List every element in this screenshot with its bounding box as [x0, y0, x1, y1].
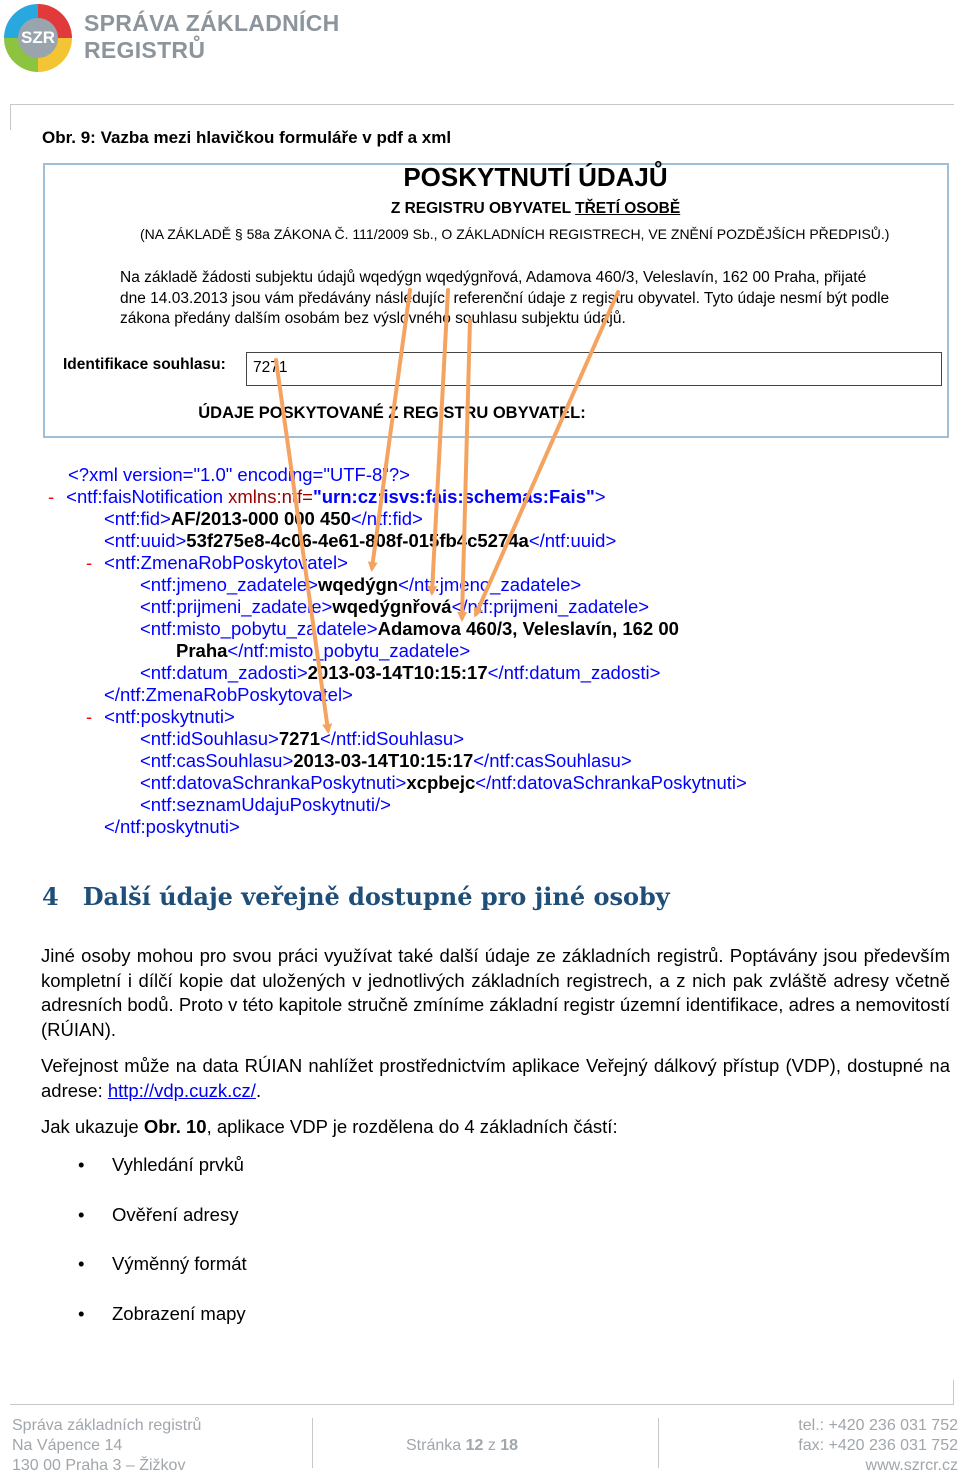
- xml-misto-cont: Praha</ntf:misto_pobytu_zadatele>: [176, 640, 471, 661]
- paragraph-2: [41, 1054, 950, 1103]
- page-number: Stránka 12 z 18: [406, 1437, 519, 1454]
- org-name-line1: SPRÁVA ZÁKLADNÍCH: [84, 10, 340, 36]
- xml-seznam: <ntf:seznamUdajuPoskytnuti/>: [140, 794, 391, 815]
- footer-city: 130 00 Praha 3 – Žižkov: [12, 1457, 186, 1474]
- xml-zmena-open: - <ntf:ZmenaRobPoskytovatel>: [86, 552, 348, 573]
- org-name-line2: REGISTRŮ: [84, 37, 206, 63]
- footer-separator: [312, 1418, 313, 1468]
- figure-caption: Obr. 9: Vazba mezi hlavičkou formuláře v pdf a xml: [42, 128, 452, 147]
- xml-fid: <ntf:fid>AF/2013-000 000 450</ntf:fid>: [104, 508, 423, 529]
- form-title: POSKYTNUTÍ ÚDAJŮ: [403, 162, 668, 192]
- section-title: Další údaje veřejně dostupné pro jiné osoby: [82, 882, 670, 911]
- xml-cassouhlasu: <ntf:casSouhlasu>2013-03-14T10:15:17</ntf:casSouhlasu>: [140, 750, 632, 771]
- xml-datovaschranka: <ntf:datovaSchrankaPoskytnuti>xcpbejc</ntf:datovaSchrankaPoskytnuti>: [140, 772, 747, 793]
- bullet-dot: •: [78, 1154, 85, 1175]
- paragraph-3: [41, 1115, 950, 1140]
- paragraph-1: Jiné osoby mohou pro svou práci využívat také další údaje ze základních registrů. Poptávány jsou především kompletní i dílčí kopie dat uložených v jednotlivých základních registrech, a z nich pak zvláště adresy včetně adresních bodů. Proto v této kapitole stručně zmíníme základní registr územní identifikace, adres a nemovitostí (RÚIAN).: [41, 945, 951, 1040]
- form-paragraph: Na základě žádosti subjektu údajů wqedýgn wqedýgnřová, Adamova 460/3, Veleslavín, 162 00 Praha, přijaté dne 14.03.2013 jsou vám předávány následující referenční údaje z registru obyvatel. Tyto údaje nesmí být podle zákona předány dalším osobám bez výslovného souhlasu subjektu údajů.: [120, 269, 890, 327]
- xml-zmena-close: </ntf:ZmenaRobPoskytovatel>: [104, 684, 353, 705]
- section-number: 4: [42, 882, 59, 911]
- form-subtitle-prefix: Z REGISTRU OBYVATEL: [390, 200, 576, 217]
- form-section-heading: ÚDAJE POSKYTOVANÉ Z REGISTRU OBYVATEL:: [198, 404, 586, 422]
- list-item: Zobrazení mapy: [112, 1303, 246, 1324]
- footer-tel: tel.: +420 236 031 752: [798, 1417, 958, 1434]
- xml-datum: <ntf:datum_zadosti>2013-03-14T10:15:17</ntf:datum_zadosti>: [140, 662, 661, 683]
- xml-declaration: <?xml version="1.0" encoding="UTF-8"?>: [68, 464, 410, 485]
- footer-rule-tick: [953, 1380, 954, 1405]
- footer-rule: [10, 1404, 954, 1405]
- footer-contact: [700, 1416, 958, 1476]
- xml-misto: <ntf:misto_pobytu_zadatele>Adamova 460/3, Veleslavín, 162 00: [140, 618, 679, 639]
- vdp-link[interactable]: http://vdp.cuzk.cz/: [107, 1079, 256, 1101]
- xml-poskytnuti-open: - <ntf:poskytnuti>: [86, 706, 235, 727]
- bullet-dot: •: [78, 1253, 85, 1274]
- footer-fax: fax: +420 236 031 752: [798, 1437, 958, 1454]
- footer-street: Na Vápence 14: [12, 1437, 123, 1454]
- consent-field: 7271: [246, 352, 942, 386]
- section-heading: [42, 882, 670, 911]
- footer-web: www.szrcr.cz: [865, 1457, 958, 1474]
- xml-jmeno: <ntf:jmeno_zadatele>wqedýgn</ntf:jmeno_zadatele>: [140, 574, 582, 595]
- footer-separator: [658, 1418, 659, 1468]
- bullet-dot: •: [78, 1204, 85, 1225]
- list-item: Výměnný formát: [112, 1253, 247, 1274]
- form-subtitle-underlined: TŘETÍ OSOBĚ: [575, 200, 681, 217]
- xml-prijmeni: <ntf:prijmeni_zadatele>wqedýgnřová</ntf:prijmeni_zadatele>: [140, 596, 650, 617]
- organization-name: [84, 10, 384, 64]
- figure-reference: Obr. 10: [143, 1116, 207, 1137]
- xml-uuid: <ntf:uuid>53f275e8-4c06-4e61-808f-015fb4c5274a</ntf:uuid>: [104, 530, 617, 551]
- list-item: Ověření adresy: [112, 1204, 239, 1225]
- bullet-dot: •: [78, 1303, 85, 1324]
- paragraph-3-prefix: Jak ukazuje: [41, 1116, 144, 1137]
- header-rule-tick: [10, 104, 11, 130]
- list-item: Vyhledání prvků: [112, 1154, 244, 1175]
- header-rule: [10, 104, 954, 105]
- form-subtitle: [43, 200, 960, 218]
- szr-logo-text: SZR: [18, 18, 58, 58]
- footer-org: Správa základních registrů: [12, 1417, 202, 1434]
- xml-root: - <ntf:faisNotification xmlns:ntf="urn:cz:isvs:fais:schemas:Fais">: [48, 486, 606, 507]
- paragraph-2-text: Veřejnost může na data RÚIAN nahlížet prostřednictvím aplikace Veřejný dálkový přístup (VDP), dostupné na adrese:: [41, 1055, 950, 1101]
- footer-address: [12, 1416, 201, 1476]
- paragraph-2-suffix: .: [255, 1079, 262, 1101]
- xml-poskytnuti-close: </ntf:poskytnuti>: [104, 816, 240, 837]
- paragraph-3-suffix: , aplikace VDP je rozdělena do 4 základních částí:: [206, 1116, 618, 1137]
- xml-idsouhlasu: <ntf:idSouhlasu>7271</ntf:idSouhlasu>: [140, 728, 465, 749]
- consent-label: Identifikace souhlasu:: [63, 356, 226, 373]
- form-law-reference: (NA ZÁKLADĚ § 58a ZÁKONA Č. 111/2009 Sb., O ZÁKLADNÍCH REGISTRECH, VE ZNĚNÍ POZDĚJŠÍCH PŘEDPISŮ.): [140, 226, 890, 242]
